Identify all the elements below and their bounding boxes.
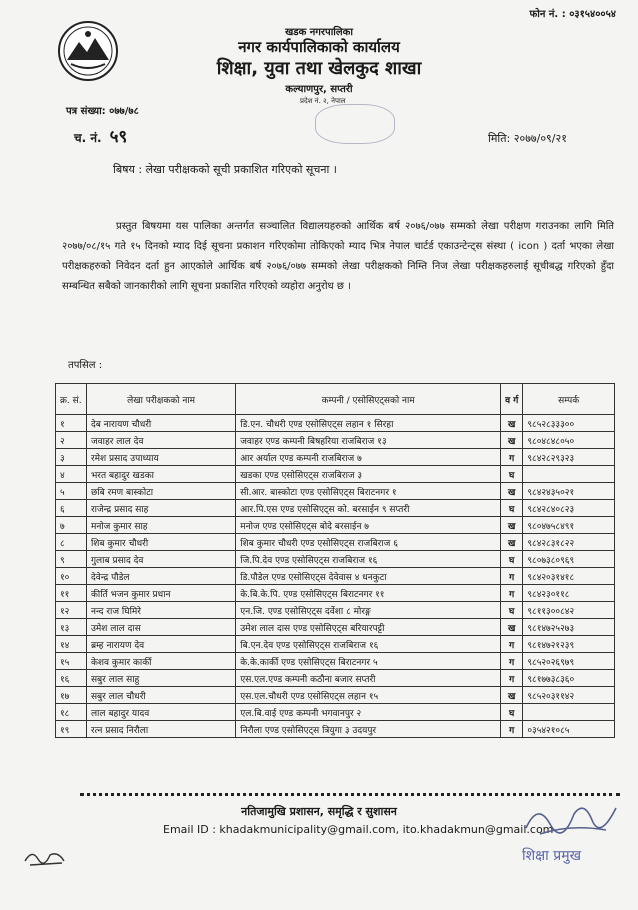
cell-auditor-name: रमेश प्रसाद उपाध्याय	[86, 449, 235, 466]
cell-class: ग	[501, 721, 523, 738]
cell-contact: ९८०४७५८४९१	[523, 517, 615, 534]
cell-class: ख	[501, 687, 523, 704]
table-row	[56, 466, 615, 483]
cell-class: ग	[501, 670, 523, 687]
cell-auditor-name: छबि रमण बास्कोटा	[86, 483, 235, 500]
cell-company-name: एल.बि.वाई एण्ड कम्पनी भगवानपुर २	[236, 704, 501, 721]
cell-class: ख	[501, 534, 523, 551]
table-row	[56, 449, 615, 466]
cell-company-name: के.बि.के.पि. एण्ड एसोसिएट्स बिराटनगर ११	[236, 585, 501, 602]
annex-label: तपसिल :	[68, 360, 103, 371]
cell-serial: ५	[56, 483, 87, 500]
table-row	[56, 551, 615, 568]
cell-auditor-name: शिब कुमार चौधरी	[86, 534, 235, 551]
table-row	[56, 483, 615, 500]
cell-serial: ११	[56, 585, 87, 602]
cell-serial: १७	[56, 687, 87, 704]
cell-class: घ	[501, 500, 523, 517]
cell-serial: ६	[56, 500, 87, 517]
cell-company-name: एस.एल.चौधरी एण्ड एसोसिएट्स लहान १५	[236, 687, 501, 704]
cell-auditor-name: ब्रम्ह नारायण देव	[86, 636, 235, 653]
table-row	[56, 687, 615, 704]
cell-company-name: एन.जि. एण्ड एसोसिएट्स दर्वेशा ८ मोरङ्ग	[236, 602, 501, 619]
province: प्रदेश नं. २, नेपाल	[300, 97, 346, 105]
cell-contact: ९८५२०३११४२	[523, 687, 615, 704]
phone-number: फोन नं. : ०३१५४००५४	[529, 9, 616, 20]
cell-company-name: आर.पि.एस एण्ड एसोसिएट्स को. बरसाईन ९ सप्तरी	[236, 500, 501, 517]
cell-contact: ९८४२४३५०२१	[523, 483, 615, 500]
cell-contact: ९८४२३०११८	[523, 585, 615, 602]
cell-serial: १२	[56, 602, 87, 619]
cell-auditor-name: जवाहर लाल देव	[86, 432, 235, 449]
cell-class: घ	[501, 551, 523, 568]
table-row	[56, 517, 615, 534]
header-auditor: लेखा परीक्षकको नाम	[86, 384, 235, 415]
table-row	[56, 500, 615, 517]
cell-serial: १८	[56, 704, 87, 721]
cell-auditor-name: कीर्ति भजन कुमार प्रधान	[86, 585, 235, 602]
cell-class: ग	[501, 568, 523, 585]
table-header-row	[56, 384, 615, 415]
table-row	[56, 585, 615, 602]
cell-serial: १०	[56, 568, 87, 585]
cell-contact: ९८४२०३१४१८	[523, 568, 615, 585]
cell-serial: ९	[56, 551, 87, 568]
cell-company-name: उमेश लाल दास एण्ड एसोसिएट्स बरियारपट्टी	[236, 619, 501, 636]
cell-company-name: निरौला एण्ड एसोसिएट्स त्रियुगा ३ उदयपुर	[236, 721, 501, 738]
header-contact: सम्पर्क	[523, 384, 615, 415]
cell-contact	[523, 466, 615, 483]
cell-class: ख	[501, 619, 523, 636]
cell-class: ग	[501, 653, 523, 670]
cell-class: ख	[501, 415, 523, 432]
office-stamp	[315, 104, 395, 144]
table-row	[56, 704, 615, 721]
cell-contact	[523, 704, 615, 721]
officer-title: शिक्षा प्रमुख	[522, 848, 582, 864]
cell-company-name: सी.आर. बास्कोटा एण्ड एसोसिएट्स बिराटनगर १	[236, 483, 501, 500]
cell-auditor-name: राजेन्द्र प्रसाद साह	[86, 500, 235, 517]
cell-class: ग	[501, 449, 523, 466]
cell-auditor-name: लाल बहादुर यादव	[86, 704, 235, 721]
cell-auditor-name: गुलाब प्रसाद देव	[86, 551, 235, 568]
cell-company-name: जि.पि.देव एण्ड एसोसिएट्स राजबिराज १६	[236, 551, 501, 568]
cell-serial: १	[56, 415, 87, 432]
cell-serial: १३	[56, 619, 87, 636]
cell-auditor-name: देवेन्द्र पौडेल	[86, 568, 235, 585]
cell-auditor-name: सबुर लाल साहु	[86, 670, 235, 687]
cell-contact: ९८१४७२१२३९	[523, 636, 615, 653]
auditor-table	[55, 383, 615, 738]
cell-serial: ३	[56, 449, 87, 466]
cell-serial: ८	[56, 534, 87, 551]
location: कल्याणपुर, सप्तरी	[285, 84, 353, 95]
table-row	[56, 653, 615, 670]
cell-auditor-name: रत्न प्रसाद निरौला	[86, 721, 235, 738]
cell-auditor-name: सबुर लाल चौधरी	[86, 687, 235, 704]
cell-auditor-name: देब नारायण चौधरी	[86, 415, 235, 432]
cell-serial: १४	[56, 636, 87, 653]
cell-company-name: शिब कुमार चौधरी एण्ड एसोसिएट्स राजबिराज ६	[236, 534, 501, 551]
cell-class: घ	[501, 602, 523, 619]
cell-contact: ९८४२८४०८२३	[523, 500, 615, 517]
table-row	[56, 619, 615, 636]
cell-class: ख	[501, 483, 523, 500]
cell-class: ग	[501, 636, 523, 653]
body-paragraph: प्रस्तुत बिषयमा यस पालिका अन्तर्गत सञ्चालित विद्यालयहरुको आर्थिक बर्ष २०७६/०७७ सम्मको लेखा परीक्षण गराउनका लागि मिति २०७७/०८/१५ गते १५ दिनको म्याद दिई सूचना प्रकाशन गरिएकोमा तोकिएको म्याद भित्र नेपाल चार्टर्ड एकाउन्टेन्ट्स संस्था ( icon ) दर्ता भएका लेखा परीक्षकहरुको निवेदन दर्ता हुन आएकोले आर्थिक बर्ष २०७६/०७७ सम्मको लेखा परीक्षकको निम्ति निज लेखा परीक्षकहरुलाई सूचीबद्ध गरिएको हुँदा सम्बन्धित सबैको जानकारीको लागि सूचना प्रकाशित गरिएको व्यहोरा अनुरोध छ ।	[62, 221, 614, 292]
dispatch-number: च. नं. ५९	[74, 127, 128, 147]
table-row	[56, 432, 615, 449]
cell-serial: १५	[56, 653, 87, 670]
table-row	[56, 602, 615, 619]
reference-number: पत्र संख्या: ०७७/७८	[66, 106, 139, 117]
municipality-name: खडक नगरपालिका	[285, 27, 353, 38]
cell-contact: ९८११३००८४२	[523, 602, 615, 619]
header-class: व र्ग	[501, 384, 523, 415]
cell-contact: ९८४२८२९३२३	[523, 449, 615, 466]
table-row	[56, 721, 615, 738]
officer-signature	[520, 794, 620, 842]
cell-contact: ०३५४२१०८५	[523, 721, 615, 738]
initials-signature	[22, 845, 72, 869]
cell-serial: ४	[56, 466, 87, 483]
cell-serial: ७	[56, 517, 87, 534]
cell-company-name: जवाहर एण्ड कम्पनी बिषहरिया राजबिराज १३	[236, 432, 501, 449]
cell-company-name: खडका एण्ड एसोसिएट्स राजबिराज ३	[236, 466, 501, 483]
cell-contact: ९८०७३८०९६९	[523, 551, 615, 568]
cell-contact: ९८१७७३८३६०	[523, 670, 615, 687]
cell-company-name: एस.एल.एण्ड कम्पनी कठौना बजार सप्तरी	[236, 670, 501, 687]
table-row	[56, 415, 615, 432]
section-name: शिक्षा, युवा तथा खेलकुद शाखा	[216, 58, 422, 79]
cell-auditor-name: केशव कुमार कार्की	[86, 653, 235, 670]
office-name: नगर कार्यपालिकाको कार्यालय	[238, 38, 400, 56]
header-company: कम्पनी / एसोसिएट्सको नाम	[236, 384, 501, 415]
footer-motto: नतिजामुखि प्रशासन, समृद्धि र सुशासन	[241, 805, 397, 818]
cell-company-name: डि.पौडेल एण्ड एसोसिएट्स देवेवास ४ धनकुटा	[236, 568, 501, 585]
cell-class: घ	[501, 704, 523, 721]
email-contact: Email ID : khadakmunicipality@gmail.com, ito.khadakmun@gmail.com	[163, 823, 554, 836]
cell-auditor-name: भरत बहादुर खडका	[86, 466, 235, 483]
cell-company-name: के.के.कार्की एण्ड एसोसिएट्स बिराटनगर ५	[236, 653, 501, 670]
letter-date: मिति: २०७७/०९/२१	[488, 132, 567, 145]
table-row	[56, 636, 615, 653]
cell-contact: ९८५२०२६९७९	[523, 653, 615, 670]
cell-auditor-name: उमेश लाल दास	[86, 619, 235, 636]
cell-company-name: बि.एन.देव एण्ड एसोसिएट्स राजबिराज १६	[236, 636, 501, 653]
cell-serial: १६	[56, 670, 87, 687]
cell-class: ख	[501, 432, 523, 449]
table-row	[56, 568, 615, 585]
cell-contact: ९८४२८३१८२२	[523, 534, 615, 551]
cell-serial: १९	[56, 721, 87, 738]
cell-contact: ९८१४७२५२७३	[523, 619, 615, 636]
cell-contact: ९८०४८४८०५०	[523, 432, 615, 449]
cell-contact: ९८५२८३३३००	[523, 415, 615, 432]
cell-class: ग	[501, 585, 523, 602]
cell-auditor-name: नन्द राज घिमिरे	[86, 602, 235, 619]
cell-serial: २	[56, 432, 87, 449]
cell-auditor-name: मनोज कुमार साह	[86, 517, 235, 534]
table-row	[56, 670, 615, 687]
header-serial: क्र. सं.	[56, 384, 87, 415]
cell-company-name: डि.एन. चौधरी एण्ड एसोसिएट्स लहान १ सिरहा	[236, 415, 501, 432]
cell-class: ख	[501, 517, 523, 534]
cell-company-name: मनोज एण्ड एसोसिएट्स बोदे बरसाईन ७	[236, 517, 501, 534]
subject-line: बिषय : लेखा परीक्षकको सूची प्रकाशित गरिएको सूचना ।	[113, 163, 337, 176]
cell-class: घ	[501, 466, 523, 483]
table-row	[56, 534, 615, 551]
cell-company-name: आर अर्याल एण्ड कम्पनी राजबिराज ७	[236, 449, 501, 466]
